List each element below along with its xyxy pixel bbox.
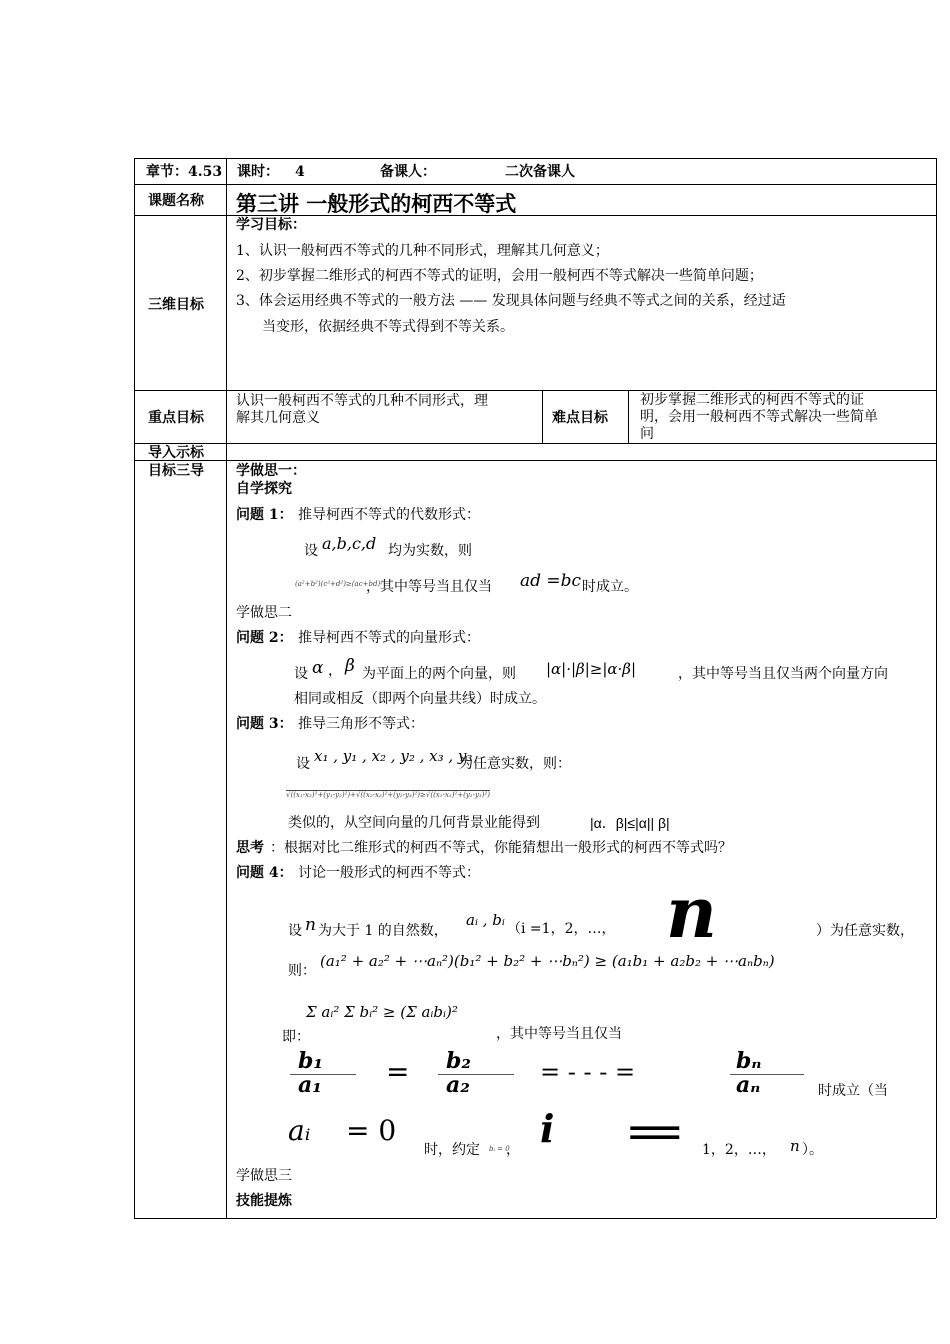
q4-sum: Σ aᵢ² Σ bᵢ² ≥ (Σ aᵢbᵢ)² xyxy=(306,1003,458,1021)
goal-item-2: 2、初步掌握二维形式的柯西不等式的证明，会用一般柯西不等式解决一些简单问题； xyxy=(236,268,763,284)
row-divider xyxy=(134,460,936,461)
q1-real: 均为实数，则 xyxy=(388,543,472,559)
ratio-dots: = - - - = xyxy=(540,1058,636,1086)
q3-vars: x₁ , y₁ , x₂ , y₂ , x₃ , y₃ xyxy=(314,747,473,765)
q3-similar: 类似的，从空间向量的几何背景业能得到 xyxy=(288,815,540,831)
section-3-subtitle: 技能提炼 xyxy=(236,1193,292,1209)
q3-set: 设 xyxy=(296,756,310,772)
q4-formula: (a₁² + a₂² + ⋯aₙ²)(b₁² + b₂² + ⋯bₙ²) ≥ (a₁b₁ + a₂b₂ + ⋯aₙbₙ) xyxy=(320,952,775,970)
q1-set: 设 xyxy=(304,543,318,559)
goals-title: 学习目标： xyxy=(236,217,306,233)
focus-label: 重点目标 xyxy=(148,410,204,426)
question-1-text: 推导柯西不等式的代数形式： xyxy=(298,507,480,523)
q4-big-eq: = xyxy=(622,1104,688,1158)
q4-then: 则： xyxy=(288,963,316,979)
q4-comma: ， xyxy=(506,1142,520,1158)
ratio-a2: a₂ xyxy=(446,1072,470,1098)
think-label: 思考 xyxy=(236,840,264,856)
ratio-b1: b₁ xyxy=(298,1048,324,1074)
topic-title: 第三讲 一般形式的柯西不等式 xyxy=(236,191,517,216)
goal-item-3: 3、体会运用经典不等式的一般方法 —— 发现具体问题与经典不等式之间的关系，经过适 xyxy=(236,293,786,309)
question-2-text: 推导柯西不等式的向量形式： xyxy=(298,630,480,646)
lesson-label: 课时： xyxy=(237,164,279,180)
ratio-eq-1: = xyxy=(386,1055,410,1088)
q2-rest: ，其中等号当且仅当两个向量方向 xyxy=(678,666,888,682)
q1-formula: (a²+b²)(c²+d²)≥(ac+bd)² xyxy=(295,580,383,588)
q4-bi: bᵢ = 0 xyxy=(489,1145,510,1153)
difficult-text-2: 明，会用一般柯西不等式解决一些简单 xyxy=(640,409,878,425)
q4-ab: aᵢ , bᵢ xyxy=(466,911,505,929)
q4-n2: n xyxy=(790,1137,800,1155)
col-divider xyxy=(542,390,543,443)
q4-n: n xyxy=(305,915,316,935)
row-divider xyxy=(134,184,936,185)
col-divider xyxy=(226,158,227,1218)
q1-vars: a,b,c,d xyxy=(322,534,377,553)
lesson-number: 4 xyxy=(295,164,305,180)
focus-text-2: 解其几何意义 xyxy=(236,410,320,426)
difficult-text-3: 问 xyxy=(640,426,654,442)
row-divider xyxy=(134,443,936,444)
q4-big-n: n xyxy=(666,871,717,954)
topic-label: 课题名称 xyxy=(148,193,204,209)
q4-when: 时成立（当 xyxy=(818,1083,888,1099)
q4-range: 1，2，…， xyxy=(702,1142,776,1158)
second-teacher-label: 二次备课人 xyxy=(505,164,575,180)
q3-real: 为任意实数，则： xyxy=(459,756,571,772)
q3-formula: √((x₁-x₂)²+(y₁-y₂)²)+√((x₂-x₃)²+(y₂-y₃)²)≥√((x₁-x₃)²+(y₁-y₃)²) xyxy=(286,791,490,799)
q2-set: 设 xyxy=(294,666,308,682)
question-3-text: 推导三角形不等式： xyxy=(298,716,424,732)
table-border-left xyxy=(134,158,135,1218)
q3-similar-formula: |α．β|≤|α|| β| xyxy=(590,815,670,831)
table-border-bottom xyxy=(134,1218,936,1219)
q4-ji: 即： xyxy=(282,1029,310,1045)
q2-beta: β xyxy=(345,656,355,676)
question-2-label: 问题 2： xyxy=(236,630,293,646)
q4-close: ）。 xyxy=(802,1142,823,1158)
section-2-title: 学做思二 xyxy=(236,605,292,621)
difficult-label: 难点目标 xyxy=(552,410,608,426)
col-divider xyxy=(628,390,629,443)
question-4-text: 讨论一般形式的柯西不等式： xyxy=(298,865,480,881)
section-1-title: 学做思一： xyxy=(236,463,306,479)
table-border-right xyxy=(936,158,937,1218)
section-3-title: 学做思三 xyxy=(236,1168,292,1184)
question-3-label: 问题 3： xyxy=(236,716,293,732)
ratio-a1: a₁ xyxy=(298,1072,322,1098)
section-1-subtitle: 自学探究 xyxy=(236,481,292,497)
q2-alpha: α xyxy=(312,658,324,678)
think-text: ：根据对比二维形式的柯西不等式，你能猜想出一般形式的柯西不等式吗？ xyxy=(270,840,732,856)
question-1-label: 问题 1： xyxy=(236,507,293,523)
ratio-an: aₙ xyxy=(736,1072,761,1098)
q4-then2: 时，约定 xyxy=(424,1142,480,1158)
q2-formula: |α|·|β|≥|α·β| xyxy=(546,660,637,678)
ratio-b2: b₂ xyxy=(446,1048,472,1074)
q4-eq: ，其中等号当且仅当 xyxy=(496,1026,622,1042)
teacher-label: 备课人： xyxy=(380,164,436,180)
q2-comma: ， xyxy=(328,663,342,679)
table-border-top xyxy=(134,158,936,159)
difficult-text-1: 初步掌握二维形式的柯西不等式的证 xyxy=(640,392,864,408)
q1-cond: ad =bc xyxy=(520,571,582,591)
q2-text: 为平面上的两个向量，则 xyxy=(362,666,516,682)
q4-ai: aᵢ xyxy=(288,1114,311,1147)
goal-item-1: 1、认识一般柯西不等式的几种不同形式，理解其几何意义； xyxy=(236,243,609,259)
chapter-label: 章节：4.53 xyxy=(146,164,223,180)
q4-nat: 为大于 1 的自然数， xyxy=(318,923,448,939)
ratio-bn: bₙ xyxy=(736,1048,762,1074)
question-4-label: 问题 4： xyxy=(236,865,293,881)
guide-label: 目标三导 xyxy=(148,463,204,479)
q1-eq: ，其中等号当且仅当 xyxy=(366,579,492,595)
q4-zero: = 0 xyxy=(346,1114,397,1147)
goals-label: 三维目标 xyxy=(148,297,204,313)
goal-item-4: 当变形，依据经典不等式得到不等关系。 xyxy=(262,319,514,335)
q4-i: （i =1，2，…， xyxy=(507,921,616,937)
q4-big-i: i xyxy=(540,1106,555,1151)
q2-rest2: 相同或相反（即两个向量共线）时成立。 xyxy=(294,691,546,707)
q4-real: ）为任意实数， xyxy=(816,923,914,939)
q1-end: 时成立。 xyxy=(582,579,638,595)
q4-set: 设 xyxy=(288,923,302,939)
intro-label: 导入示标 xyxy=(148,445,204,461)
focus-text-1: 认识一般柯西不等式的几种不同形式，理 xyxy=(236,393,488,409)
